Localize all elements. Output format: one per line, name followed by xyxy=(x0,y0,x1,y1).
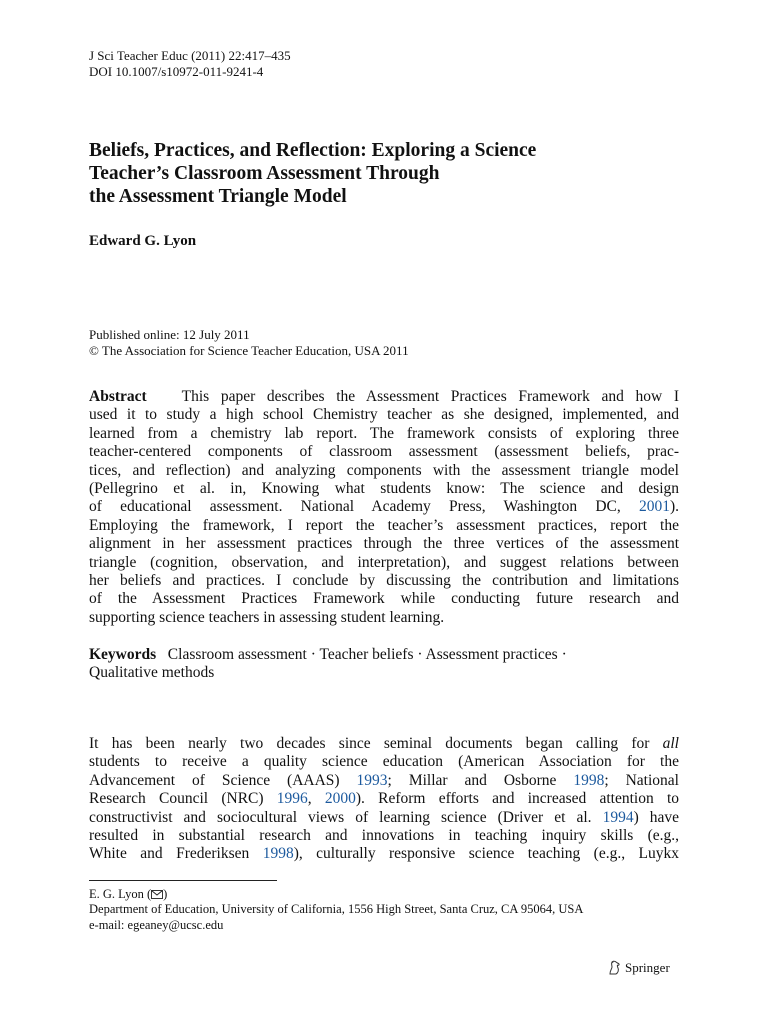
title-line-2: Teacher’s Classroom Assessment Through xyxy=(89,163,440,184)
footnote-author-text: ) xyxy=(163,887,168,901)
abstract-line: triangle (cognition, observation, and interpretation), and suggest relations between xyxy=(89,553,679,571)
keywords-label: Keywords xyxy=(89,646,157,663)
journal-citation: J Sci Teacher Educ (2011) 22:417–435 xyxy=(89,48,291,63)
journal-doi: DOI 10.1007/s10972-011-9241-4 xyxy=(89,64,264,79)
abstract-line: supporting science teachers in assessing student learning. xyxy=(89,608,445,626)
footnote-divider xyxy=(89,880,277,881)
abstract-line: of the Assessment Practices Framework while conducting future research and xyxy=(89,590,679,608)
body-text: ) have xyxy=(633,808,680,826)
abstract-line: Employing the framework, I report the teacher’s assessment practices, report the xyxy=(89,516,679,534)
body-text: It has been nearly two decades since seminal documents began calling for xyxy=(89,735,663,752)
body-text: ). Reform efforts and increased attention to xyxy=(355,790,679,808)
keywords xyxy=(89,646,679,683)
abstract-line: This paper describes the Assessment Practices Framework and how I xyxy=(181,388,679,405)
journal-header xyxy=(89,48,291,80)
footnote-author-text: E. G. Lyon ( xyxy=(89,887,152,901)
footnote-author xyxy=(89,887,583,902)
citation-link[interactable]: 1994 xyxy=(602,808,634,826)
emphasis-all: all xyxy=(662,735,679,752)
abstract-line-end: ). xyxy=(669,498,679,516)
citation-link[interactable]: 1993 xyxy=(356,771,388,789)
author-name: Edward G. Lyon xyxy=(89,233,197,249)
publisher-name: Springer xyxy=(625,960,670,975)
citation-link[interactable]: 1998 xyxy=(573,771,605,789)
footnote xyxy=(89,887,583,933)
abstract-line: (Pellegrino et al. in, Knowing what students know: The science and design xyxy=(89,480,679,498)
copyright-notice: © The Association for Science Teacher Education, USA 2011 xyxy=(89,343,409,358)
publisher-logo xyxy=(607,959,670,977)
title-line-1: Beliefs, Practices, and Reflection: Exploring a Science xyxy=(89,140,537,161)
published-date: Published online: 12 July 2011 xyxy=(89,327,250,342)
envelope-icon xyxy=(151,890,163,899)
abstract-line: alignment in her assessment practices through the three vertices of the assessment xyxy=(89,535,679,553)
body-text: ), culturally responsive science teaching (e.g., Luykx xyxy=(293,845,679,863)
abstract-line: tices, and reflection) and analyzing components with the assessment triangle model xyxy=(89,461,679,479)
publication-info xyxy=(89,327,409,359)
body-text: ; Millar and Osborne xyxy=(387,771,574,789)
abstract-label: Abstract xyxy=(89,388,147,405)
body-text: Advancement of Science (AAAS) xyxy=(89,771,357,789)
body-text: resulted in substantial research and innovations in teaching inquiry skills (e.g., xyxy=(89,827,679,845)
abstract-line: her beliefs and practices. I conclude by discussing the contribution and limitations xyxy=(89,572,679,590)
body-text: , xyxy=(307,790,325,808)
abstract-line: of educational assessment. National Academy Press, Washington DC, xyxy=(89,498,639,516)
abstract-line: used it to study a high school Chemistry teacher as she designed, implemented, and xyxy=(89,406,679,424)
citation-link[interactable]: 1996 xyxy=(276,790,308,808)
abstract-line: learned from a chemistry lab report. The framework consists of exploring three xyxy=(89,424,679,442)
abstract-line: teacher-centered components of classroom assessment (assessment beliefs, prac- xyxy=(89,443,679,461)
title-line-3: the Assessment Triangle Model xyxy=(89,186,347,207)
springer-horse-icon xyxy=(607,960,621,976)
citation-link[interactable]: 1998 xyxy=(262,845,294,863)
keywords-list: Classroom assessment · Teacher beliefs · Assessment practices · xyxy=(167,646,567,663)
body-text: Research Council (NRC) xyxy=(89,790,277,808)
body-text: constructivist and sociocultural views of learning science (Driver et al. xyxy=(89,808,603,826)
citation-link[interactable]: 2001 xyxy=(638,498,670,516)
article-title xyxy=(89,139,689,208)
citation-link[interactable]: 2000 xyxy=(324,790,356,808)
body-text: ; National xyxy=(604,771,679,789)
footnote-email[interactable]: e-mail: egeaney@ucsc.edu xyxy=(89,917,224,932)
body-paragraph xyxy=(89,735,679,864)
body-text: students to receive a quality science education (American Association for the xyxy=(89,753,679,771)
abstract xyxy=(89,388,679,627)
footnote-address: Department of Education, University of California, 1556 High Street, Santa Cruz, CA 95064, USA xyxy=(89,902,584,917)
body-text: White and Frederiksen xyxy=(89,845,263,863)
keywords-list-cont: Qualitative methods xyxy=(89,664,215,682)
